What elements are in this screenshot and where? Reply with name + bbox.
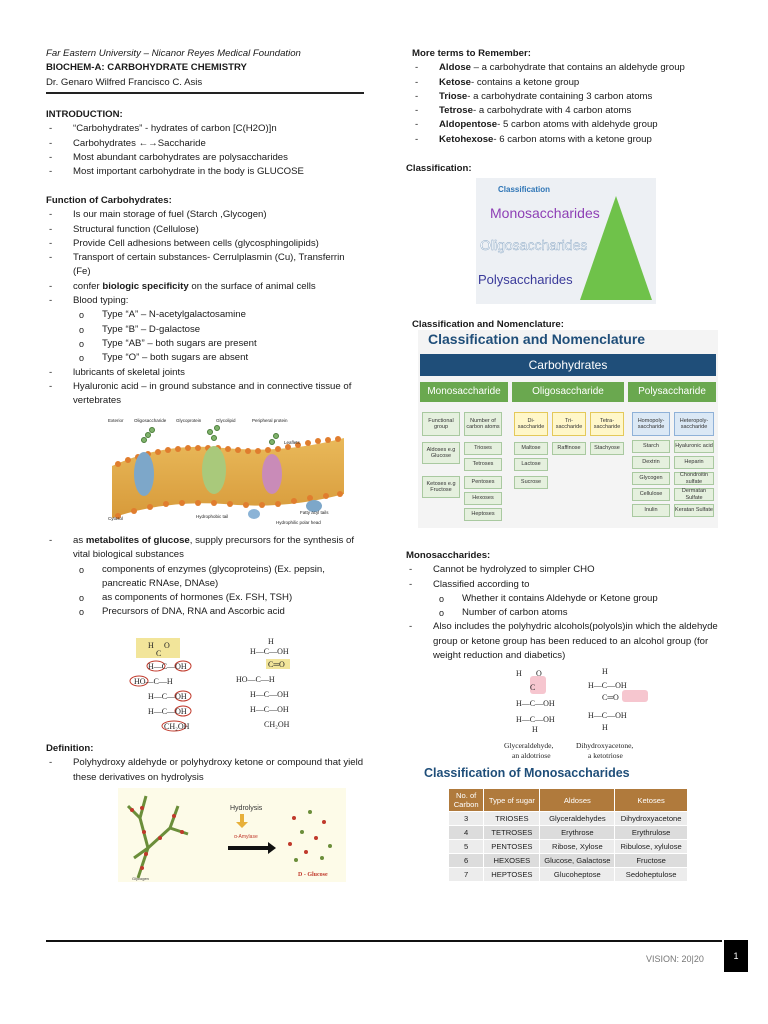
nom-cell: Dermatan Sulfate <box>674 488 714 501</box>
table-header: Type of sugar <box>484 789 540 812</box>
svg-text:HO—C—H: HO—C—H <box>236 675 275 684</box>
nom-cell: Aldoses e.g Glucose <box>422 442 460 464</box>
nom-cell: Functional group <box>422 412 460 436</box>
mono-table <box>448 788 688 882</box>
list-item: - “Carbohydrates” - hydrates of carbon [C(H2O)]n <box>46 122 364 136</box>
triose-structures <box>502 666 672 764</box>
membrane-figure <box>104 414 358 526</box>
list-item <box>412 76 736 90</box>
list-item: - lubricants of skeletal joints <box>46 366 364 380</box>
header-divider <box>46 92 364 94</box>
terms-section <box>412 47 736 147</box>
hydrolysis-figure <box>118 788 346 882</box>
nom-cell: Number of carbon atoms <box>464 412 502 436</box>
nomenclature-title: Classification and Nomenclature: <box>412 319 564 330</box>
table-cell: HEXOSES <box>484 854 540 868</box>
triose-caption: Glyceraldehyde, <box>504 741 554 750</box>
svg-text:H—C—OH: H—C—OH <box>148 707 187 716</box>
nom-cell: Trioses <box>464 442 502 455</box>
term: Aldopentose <box>439 119 498 131</box>
table-cell: Erythrose <box>540 826 615 840</box>
list-item <box>412 61 736 75</box>
table-cell: Glucoheptose <box>540 868 615 882</box>
definition-title: Definition: <box>46 743 94 754</box>
blood-type-list <box>73 308 364 365</box>
membrane-label: Leaflets <box>284 440 300 445</box>
hydrolysis-diagram <box>118 788 346 882</box>
term-desc: - 6 carbon atoms with a ketone group <box>493 133 652 145</box>
svg-text:H: H <box>516 669 522 678</box>
membrane-label: Oligosaccharide <box>134 418 167 423</box>
term: Tetrose <box>439 105 473 117</box>
nom-cell: Di-saccharide <box>514 412 548 436</box>
table-cell: Erythrulose <box>615 826 688 840</box>
term: Aldose <box>439 62 471 74</box>
table-row <box>449 868 688 882</box>
table-row <box>449 840 688 854</box>
list-item: o Type “AB” – both sugars are present <box>73 337 364 351</box>
table-cell: PENTOSES <box>484 840 540 854</box>
intro-title: INTRODUCTION: <box>46 109 123 120</box>
course-line: BIOCHEM-A: CARBOHYDRATE CHEMISTRY <box>46 62 247 74</box>
svg-text:H: H <box>602 723 608 732</box>
svg-text:H—C—OH: H—C—OH <box>250 690 289 699</box>
institution-line: Far Eastern University – Nicanor Reyes Medical Foundation <box>46 48 301 59</box>
metab-bold: metabolites of glucose <box>85 535 190 546</box>
membrane-illustration <box>104 414 358 526</box>
list-item <box>412 133 736 147</box>
term: Ketohexose <box>439 133 494 145</box>
list-item: - Also includes the polyhydric alcohols(polyols)in which the aldehyde group or ketone group has been reduced to an alcohol group (for weight reduction and diabetics) <box>406 620 736 663</box>
membrane-label: Glycoprotein <box>176 418 202 423</box>
term: Triose <box>439 90 468 102</box>
enzyme-label: α-Amylase <box>234 834 258 840</box>
term-desc: - a carbohydrate with 4 carbon atoms <box>472 105 632 117</box>
term-desc: - contains a ketone group <box>471 76 580 88</box>
nom-cell: Pentoses <box>464 476 502 489</box>
pyramid-title: Classification <box>498 185 551 194</box>
pyramid-level: Oligosaccharides <box>480 237 588 253</box>
definition-list <box>46 756 364 785</box>
nomenclature-root: Carbohydrates <box>420 354 716 376</box>
svg-text:H—C—OH: H—C—OH <box>250 705 289 714</box>
footer-divider <box>46 940 722 942</box>
metab-pre: as <box>73 535 86 546</box>
list-item <box>46 280 364 294</box>
mono-table-title: Classification of Monosaccharides <box>424 766 630 780</box>
table-cell: HEPTOSES <box>484 868 540 882</box>
table-cell: Dihydroxyacetone <box>615 812 688 826</box>
confer-pre: confer <box>73 280 103 292</box>
instructor-line: Dr. Genaro Wilfred Francisco C. Asis <box>46 76 203 88</box>
list-item: o Number of carbon atoms <box>433 606 736 620</box>
nomenclature-figure <box>418 330 718 528</box>
classification-title: Classification: <box>406 163 472 174</box>
table-row <box>449 826 688 840</box>
svg-text:H: H <box>532 725 538 734</box>
hydrolysis-label: Hydrolysis <box>230 805 263 812</box>
table-cell: 3 <box>449 812 484 826</box>
nom-cell: Tetroses <box>464 458 502 471</box>
nom-cell: Heparin <box>674 456 714 469</box>
svg-text:H—C—OH: H—C—OH <box>250 647 289 656</box>
table-header: Aldoses <box>540 789 615 812</box>
triose-caption: an aldotriose <box>512 751 551 760</box>
page-number: 1 <box>724 940 748 972</box>
svg-text:O: O <box>164 641 170 650</box>
branch-poly: Polysaccharide <box>628 382 716 402</box>
triose-diagram <box>502 666 672 764</box>
svg-text:C: C <box>530 683 536 692</box>
table-cell: Glucose, Galactose <box>540 854 615 868</box>
list-item <box>406 578 736 621</box>
svg-text:H—C—OH: H—C—OH <box>588 711 627 720</box>
membrane-label: Glycolipid <box>216 418 236 423</box>
nom-cell: Hexoses <box>464 492 502 505</box>
membrane-label: Hydrophilic polar head <box>276 520 321 525</box>
pyramid-level: Polysaccharides <box>478 272 573 287</box>
glucose-fructose-structures <box>128 636 328 744</box>
nom-cell: Heteropoly-saccharide <box>674 412 714 436</box>
table-cell: TETROSES <box>484 826 540 840</box>
svg-text:H: H <box>268 637 274 646</box>
table-cell: Fructose <box>615 854 688 868</box>
list-item: o Precursors of DNA, RNA and Ascorbic acid <box>73 605 364 619</box>
intro-list <box>46 122 364 179</box>
product-label: D - Glucose <box>298 872 328 878</box>
nom-cell: Ketoses e.g Fructose <box>422 476 460 498</box>
classification-figure <box>476 178 656 304</box>
function-title: Function of Carbohydrates: <box>46 195 172 206</box>
table-cell: Ribose, Xylose <box>540 840 615 854</box>
monosaccharides-list <box>406 563 736 663</box>
table-cell: Ribulose, xylulose <box>615 840 688 854</box>
branch-mono: Monosaccharide <box>420 382 508 402</box>
nom-cell: Maltose <box>514 442 548 455</box>
nom-cell: Keratan Sulfate <box>674 504 714 517</box>
svg-text:H—C—OH: H—C—OH <box>588 681 627 690</box>
monosaccharides-title: Monosaccharides: <box>406 550 491 561</box>
table-cell: 6 <box>449 854 484 868</box>
table-header-row <box>449 789 688 812</box>
list-item: - Polyhydroxy aldehyde or polyhydroxy ketone or compound that yield these derivatives on hydrolysis <box>46 756 364 785</box>
classified-sub-list <box>433 592 736 621</box>
triose-caption: Dihydroxyacetone, <box>576 741 634 750</box>
structure-diagram <box>128 636 328 744</box>
list-item: o Type “A” – N-acetylgalactosamine <box>73 308 364 322</box>
list-item: - Cannot be hydrolyzed to simpler CHO <box>406 563 736 577</box>
nom-cell: Inulin <box>632 504 670 517</box>
nom-cell: Homopoly-saccharide <box>632 412 670 436</box>
membrane-label: Hydrophobic tail <box>196 514 229 519</box>
svg-text:C═O: C═O <box>268 660 285 669</box>
nom-cell: Raffinose <box>552 442 586 455</box>
svg-text:H: H <box>602 667 608 676</box>
list-item: o Type “O” – both sugars are absent <box>73 351 364 365</box>
nom-cell: Stachyose <box>590 442 624 455</box>
nom-cell: Heptoses <box>464 508 502 521</box>
document-header <box>46 47 376 90</box>
function-list <box>46 208 364 408</box>
term-desc: - 5 carbon atoms with aldehyde group <box>497 119 658 131</box>
nom-cell: Lactose <box>514 458 548 471</box>
table-cell: Glyceraldehydes <box>540 812 615 826</box>
svg-text:CH₂OH: CH₂OH <box>264 720 290 729</box>
list-item: - Is our main storage of fuel (Starch ,Glycogen) <box>46 208 364 222</box>
term-desc: - a carbohydrate containing 3 carbon atoms <box>467 90 653 102</box>
nom-cell: Starch <box>632 440 670 453</box>
monosaccharides-section <box>406 549 736 663</box>
footer-vision: VISION: 20|20 <box>646 954 704 964</box>
list-item <box>46 534 364 620</box>
svg-text:H—C—OH: H—C—OH <box>148 662 187 671</box>
list-item: - Carbohydrates ←→Saccharide <box>46 137 364 151</box>
table-header: No. of Carbon <box>449 789 484 812</box>
svg-text:C: C <box>156 649 162 658</box>
metabolites-list <box>46 534 364 620</box>
terms-title: More terms to Remember: <box>412 48 531 59</box>
list-item: o as components of hormones (Ex. FSH, TSH) <box>73 591 364 605</box>
nom-cell: Sucrose <box>514 476 548 489</box>
nom-cell: Tri-saccharide <box>552 412 586 436</box>
branch-oligo: Oligosaccharide <box>512 382 624 402</box>
terms-list <box>412 61 736 147</box>
mono-table-figure <box>420 764 694 910</box>
table-cell: 5 <box>449 840 484 854</box>
pyramid-level: Monosaccharides <box>490 205 600 221</box>
list-item <box>412 90 736 104</box>
svg-text:H—C—OH: H—C—OH <box>148 692 187 701</box>
triose-caption: a ketotriose <box>588 751 623 760</box>
list-item <box>412 104 736 118</box>
membrane-label: Peripheral protein <box>252 418 288 423</box>
list-item <box>412 118 736 132</box>
list-item: - Hyaluronic acid – in ground substance and in connective tissue of vertebrates <box>46 380 364 409</box>
table-header: Ketoses <box>615 789 688 812</box>
list-item: - Provide Cell adhesions between cells (glycosphingolipids) <box>46 237 364 251</box>
table-cell: TRIOSES <box>484 812 540 826</box>
list-item <box>46 294 364 365</box>
metab-post: , supply precursors for the synthesis of vital biological substances <box>73 535 354 561</box>
table-row <box>449 854 688 868</box>
classified-label: Classified according to <box>433 578 530 590</box>
list-item: - Most abundant carbohydrates are polysaccharides <box>46 151 364 165</box>
list-item: o Whether it contains Aldehyde or Ketone group <box>433 592 736 606</box>
list-item: o components of enzymes (glycoproteins) (Ex. pepsin, pancreatic RNAse, DNAse) <box>73 563 364 592</box>
classification-pyramid <box>476 178 656 304</box>
membrane-label: Fatty acyl tails <box>300 510 329 515</box>
svg-text:O: O <box>536 669 542 678</box>
list-item: - Structural function (Cellulose) <box>46 223 364 237</box>
svg-text:C═O: C═O <box>602 693 619 702</box>
confer-bold: biologic specificity <box>102 280 189 292</box>
blood-typing-label: Blood typing: <box>73 295 129 307</box>
nom-cell: Cellulose <box>632 488 670 501</box>
metabolites-section <box>46 534 364 620</box>
source-label: Glycogen <box>132 876 149 881</box>
list-item: - Transport of certain substances- Cerrulplasmin (Cu), Transferrin (Fe) <box>46 251 364 280</box>
confer-post: on the surface of animal cells <box>188 280 316 292</box>
term: Ketose <box>439 76 471 88</box>
table-cell: Sedoheptulose <box>615 868 688 882</box>
nom-cell: Hyaluronic acid <box>674 440 714 453</box>
nom-cell: Glycogen <box>632 472 670 485</box>
nom-cell: Dextrin <box>632 456 670 469</box>
function-section <box>46 194 364 408</box>
svg-text:CH₂OH: CH₂OH <box>164 722 190 731</box>
intro-section <box>46 108 364 179</box>
svg-text:HO—C—H: HO—C—H <box>134 677 173 686</box>
nomenclature-fig-title: Classification and Nomenclature <box>428 331 646 347</box>
nom-cell: Tetra-saccharide <box>590 412 624 436</box>
table-cell: 7 <box>449 868 484 882</box>
membrane-label: Exterior <box>108 418 124 423</box>
nom-cell: Chondroitin sulfate <box>674 472 714 485</box>
term-desc: – a carbohydrate that contains an aldehyde group <box>471 62 685 74</box>
svg-text:H: H <box>148 641 154 650</box>
table-row <box>449 812 688 826</box>
metabolites-sub-list <box>73 563 364 620</box>
table-cell: 4 <box>449 826 484 840</box>
definition-section <box>46 742 364 785</box>
list-item: o Type “B” – D-galactose <box>73 323 364 337</box>
svg-text:H—C—OH: H—C—OH <box>516 699 555 708</box>
svg-text:H—C—OH: H—C—OH <box>516 715 555 724</box>
membrane-label: Cytosol <box>108 516 124 521</box>
list-item: - Most important carbohydrate in the body is GLUCOSE <box>46 165 364 179</box>
